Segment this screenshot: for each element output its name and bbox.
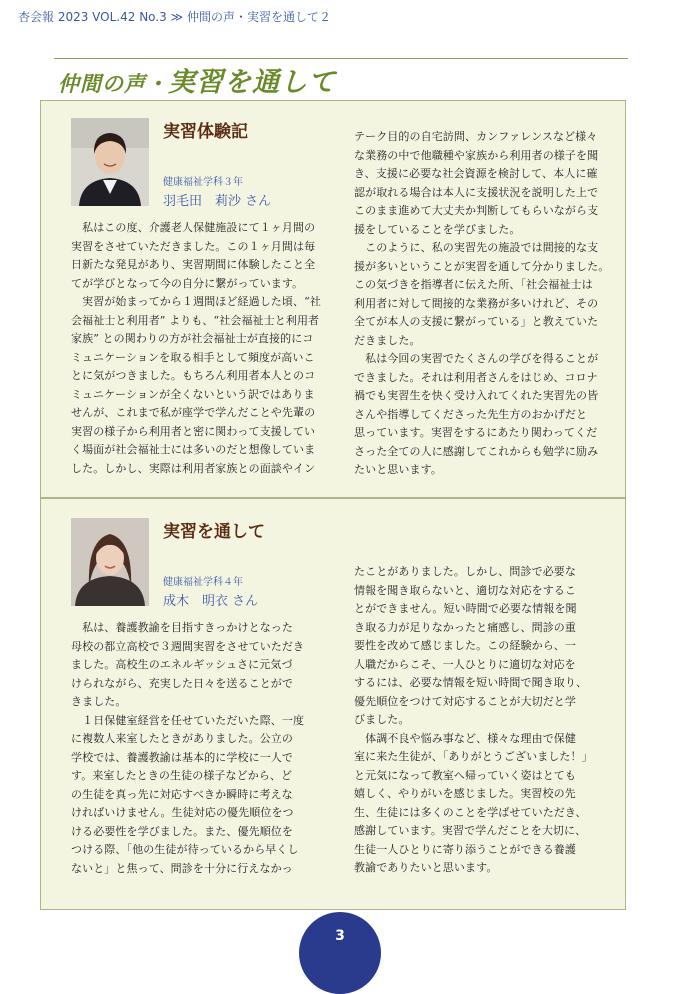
article-2-column-1 [71,619,333,878]
text-line: 私は、養護教諭を目指すきっかけとなった [71,621,293,634]
text-line: 援をしていることを学びました。 [354,222,521,236]
text-line: このまま進めて大丈夫か判断してもらいながら支 [354,204,599,217]
text-line: 要性を改めて感じました。この経験から、一 [354,639,576,652]
article-1-column-1 [71,219,333,478]
text-line: きました。 [71,695,127,708]
text-line: した。しかし、実際は利用者家族との面談やイン [71,461,316,475]
text-line: だきました。 [354,333,421,347]
text-line: びました。 [354,713,410,726]
text-line: １日保健室経営を任せていただいた際、一度 [71,713,305,727]
text-line: 教諭でありたいと思います。 [354,861,498,874]
text-line: テーク目的の自宅訪問、カンファレンスなど様々 [354,130,598,143]
text-line: 実習の様子から利用者と密に関わって支援してい [71,424,316,438]
text-line: く場面が社会福祉士には多いのだと想像していま [71,443,316,456]
text-line: 体調不良や悩み事など、様々な理由で保健 [354,731,576,745]
author-department-1: 健康福祉学科３年 [163,177,243,188]
text-line: この気づきを指導者に伝えた所、｢社会福祉士は [354,278,593,291]
text-line: に複数人来室したときがありました。公立の [71,732,293,745]
feature-title-big: 実習を通して [168,67,336,98]
text-line: さんや指導してくださった先生方のおかげだと [354,407,588,421]
text-line: の生徒を真っ先に対応すべきか瞬時に考えな [71,787,293,801]
article-panel-2 [40,498,626,910]
text-line: このように、私の実習先の施設では間接的な支 [354,241,599,254]
text-line: 禍でも実習生を快く受け入れてくれた実習先の皆 [354,389,599,402]
text-line: するには、必要な情報を短い時間で聞き取り、 [354,676,588,689]
text-line: ミュニケーションを取る相手として頻度が高いこ [71,350,315,364]
text-line: 思っています。実習をするにあたり関わってくだ [354,426,598,439]
author-photo-2 [71,518,149,606]
text-line: き取る力が足りなかったと痛感し、問診の重 [354,620,576,634]
text-line: ける必要性を学びました。また、優先順位を [71,824,293,838]
text-line: たことがありました。しかし、問診で必要な [354,565,576,578]
text-line: 嬉しく、やりがいを感じました。実習校の先 [354,787,576,800]
text-line: ました。高校生のエネルギッシュさに元気づ [71,658,293,671]
text-line: さった全ての人に感謝してこれからも勉学に励み [354,444,599,458]
text-line: 生、生徒には多くのことを学ばせていただき、 [354,805,587,819]
text-line: てが学びとなって今の自分に繋がっています。 [71,276,304,290]
article-title-2: 実習を通して [163,522,265,542]
text-line: 全てが本人の支援に繋がっている」と教えていた [354,315,599,328]
feature-title-small: 仲間の声・ [58,71,168,96]
header-rule [54,58,628,59]
running-head: 杏会報 2023 VOL.42 No.3 ≫ 仲間の声・実習を通して２ [18,10,331,24]
text-line: 日新たな発見があり、実習期間に体験したこと全 [71,258,316,271]
text-line: 母校の都立高校で３週間実習をさせていただき [71,639,305,653]
text-line: けられながら、充実した日々を送ることがで [71,676,293,690]
author-department-2: 健康福祉学科４年 [163,577,243,588]
text-line: す。来室したときの生徒の様子などから、ど [71,769,293,782]
text-line: な業務の中で他職種や家族から利用者の様子を聞 [354,148,599,162]
text-line: つける際、｢他の生徒が待っているから早くし [71,843,299,856]
text-line: たいと思います。 [354,463,442,476]
author-photo-1 [71,118,149,206]
text-line: き、支援に必要な社会資源を検討して、本人に確 [354,167,598,180]
text-line: ないと」と焦って、問診を十分に行えなかっ [71,861,293,875]
text-line: とに気がつきました。もちろん利用者本人とのコ [71,369,316,382]
text-line: 学校では、養護教諭は基本的に学校に一人で [71,750,293,764]
text-line: 情報を聞き取らないと、適切な対応をするこ [354,583,576,597]
article-title-1: 実習体験記 [163,122,248,142]
text-line: ければいけません。生徒対応の優先順位をつ [71,806,294,819]
article-panel-1 [40,100,626,498]
text-line: 私はこの度、介護老人保健施設にて１ヶ月間の [71,221,316,234]
text-line: できました。それは利用者さんをはじめ、コロナ [354,370,598,384]
text-line: 私は今回の実習でたくさんの学びを得ることが [354,352,599,365]
text-line: 認が取れる場合は本人に支援状況を説明した上で [354,185,599,199]
text-line: 利用者に対して間接的な業務が多いけれど、その [354,296,599,310]
text-line: 会福祉士と利用者” よりも、“社会福祉士と利用者 [71,313,320,327]
feature-title [58,60,336,99]
article-2-column-2 [354,563,616,878]
text-line: とができません。短い時間で必要な情報を聞 [354,602,577,615]
text-line: 優先順位をつけて対応することが大切だと学 [354,694,576,708]
text-line: 人職だからこそ、一人ひとりに適切な対応を [354,657,576,671]
page-number: 3 [335,928,345,944]
text-line: 実習が始まってから１週間ほど経過した頃、“社 [71,295,321,308]
text-line: ミュニケーションが全くないという訳ではありま [71,387,315,401]
text-line: 実習をさせていただきました。この１ヶ月間は毎 [71,239,316,253]
text-line: 生徒一人ひとりに寄り添うことができる養護 [354,842,576,856]
page-number-badge [299,912,381,994]
author-name-2: 成木 明衣 さん [163,594,259,609]
article-1-column-2 [354,128,616,480]
text-line: 室に来た生徒が、｢ありがとうございました！」 [354,750,593,763]
text-line: 援が多いということが実習を通して分かりました。 [354,259,610,273]
text-line: と元気になって教室へ帰っていく姿はとても [354,768,576,782]
text-line: せんが、これまで私が座学で学んだことや先輩の [71,406,316,419]
author-name-1: 羽毛田 莉沙 さん [163,194,272,209]
text-line: 感謝しています。実習で学んだことを大切に、 [354,824,587,837]
text-line: 家族” との関わりの方が社会福祉士が直接的にコ [71,332,314,345]
